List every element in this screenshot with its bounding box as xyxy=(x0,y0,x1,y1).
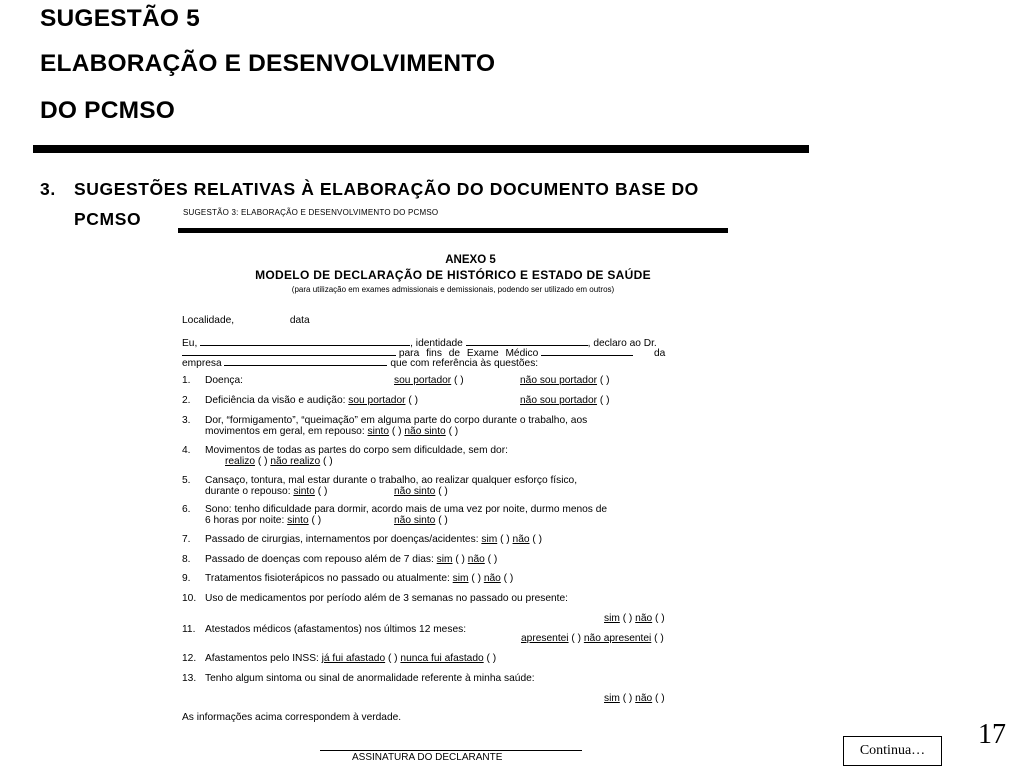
checkbox[interactable]: ( ) xyxy=(655,613,665,624)
data-label: data xyxy=(289,315,310,326)
option-realizo: realizo xyxy=(225,456,256,467)
slide-title-line-3: DO PCMSO xyxy=(40,97,175,124)
option-nunca-fui-afastado: nunca fui afastado xyxy=(400,653,484,664)
option-nao-sinto: não sinto xyxy=(394,515,436,526)
checkbox[interactable]: ( ) xyxy=(503,573,514,584)
question-10 xyxy=(182,593,568,604)
slide-title-line-2: ELABORAÇÃO E DESENVOLVIMENTO xyxy=(40,50,496,77)
checkbox[interactable]: ( ) xyxy=(391,426,402,437)
question-number: 10. xyxy=(182,593,197,604)
checkbox[interactable]: ( ) xyxy=(323,456,333,467)
question-text-cont: 6 horas por noite: xyxy=(205,515,285,526)
signature-label: ASSINATURA DO DECLARANTE xyxy=(352,752,503,763)
page-number: 17 xyxy=(978,719,1006,750)
checkbox[interactable]: ( ) xyxy=(454,375,464,386)
question-5 xyxy=(182,475,577,497)
question-number: 11. xyxy=(182,624,196,635)
question-number: 12. xyxy=(182,653,197,664)
section-number: 3. xyxy=(40,179,56,199)
question-2 xyxy=(182,395,610,406)
intro-identidade: , identidade xyxy=(410,338,463,349)
question-number: 3. xyxy=(182,415,191,426)
question-text: Doença: xyxy=(205,375,243,386)
intro-empresa: empresa xyxy=(182,358,222,369)
checkbox[interactable]: ( ) xyxy=(408,395,418,406)
document-header-rule xyxy=(178,228,728,233)
question-text: Cansaço, tontura, mal estar durante o trabalho, ao realizar qualquer esforço físico, xyxy=(205,475,578,486)
question-4 xyxy=(182,445,508,467)
name-blank[interactable] xyxy=(200,336,410,346)
option-nao: não xyxy=(483,573,501,584)
option-ja-fui-afastado: já fui afastado xyxy=(321,653,386,664)
section-continuation: PCMSO xyxy=(74,209,142,229)
question-7 xyxy=(182,534,542,545)
intro-fins: para fins de Exame Médico xyxy=(398,348,539,359)
question-11 xyxy=(182,624,466,635)
checkbox[interactable]: ( ) xyxy=(311,515,322,526)
localidade-label: Localidade, xyxy=(182,315,235,326)
question-number: 1. xyxy=(182,375,191,386)
question-text: Afastamentos pelo INSS: xyxy=(205,653,319,664)
section-text: SUGESTÕES RELATIVAS À ELABORAÇÃO DO DOCUMENTO BASE DO xyxy=(74,179,699,199)
localidade-row xyxy=(182,315,310,326)
option-nao-apresentei: não apresentei xyxy=(583,633,652,644)
checkbox[interactable]: ( ) xyxy=(486,653,497,664)
checkbox[interactable]: ( ) xyxy=(438,486,448,497)
checkbox[interactable]: ( ) xyxy=(599,395,610,406)
signature-line[interactable] xyxy=(320,750,582,751)
question-text: Dor, “formigamento”, “queimação” em alguma parte do corpo durante o trabalho, aos xyxy=(205,415,588,426)
checkbox[interactable]: ( ) xyxy=(438,515,448,526)
option-sou-portador: sou portador xyxy=(394,375,452,386)
question-1 xyxy=(182,375,610,386)
question-text: Passado de doenças com repouso além de 7 dias: xyxy=(205,554,434,565)
option-sim: sim xyxy=(452,573,469,584)
question-text-cont: movimentos em geral, em repouso: xyxy=(205,426,365,437)
intro-line-3 xyxy=(182,356,538,369)
checkbox[interactable]: ( ) xyxy=(599,375,610,386)
checkbox[interactable]: ( ) xyxy=(387,653,398,664)
option-apresentei: apresentei xyxy=(521,633,569,644)
intro-declaro: , declaro ao Dr. xyxy=(587,338,657,349)
option-sim: sim xyxy=(604,613,620,624)
question-13 xyxy=(182,673,535,684)
annex-title: MODELO DE DECLARAÇÃO DE HISTÓRICO E ESTADO DE SAÚDE xyxy=(255,268,651,282)
option-nao: não xyxy=(635,693,653,704)
question-text: Deficiência da visão e audição: xyxy=(205,395,346,406)
checkbox[interactable]: ( ) xyxy=(655,693,665,704)
document-header: SUGESTÃO 3: ELABORAÇÃO E DESENVOLVIMENTO DO PCMSO xyxy=(183,208,439,217)
option-nao-sou-portador: não sou portador xyxy=(520,375,598,386)
continua-button[interactable]: Continua… xyxy=(843,736,942,766)
checkbox[interactable]: ( ) xyxy=(571,633,582,644)
checkbox[interactable]: ( ) xyxy=(532,534,542,545)
checkbox[interactable]: ( ) xyxy=(654,633,664,644)
question-text: Passado de cirurgias, internamentos por doenças/acidentes: xyxy=(205,534,479,545)
closing-statement: As informações acima correspondem à verdade. xyxy=(182,712,402,723)
option-nao-sinto: não sinto xyxy=(394,486,436,497)
option-nao-sinto: não sinto xyxy=(404,426,446,437)
question-text: Atestados médicos (afastamentos) nos últimos 12 meses: xyxy=(205,624,467,635)
question-text: Tenho algum sintoma ou sinal de anormalidade referente à minha saúde: xyxy=(205,673,535,684)
checkbox[interactable]: ( ) xyxy=(622,693,633,704)
question-text: Tratamentos fisioterápicos no passado ou atualmente: xyxy=(205,573,450,584)
question-number: 5. xyxy=(182,475,191,486)
checkbox[interactable]: ( ) xyxy=(500,534,510,545)
intro-da: da xyxy=(653,348,666,359)
question-3 xyxy=(182,415,587,437)
option-sinto: sinto xyxy=(287,515,309,526)
question-text-cont: durante o repouso: xyxy=(205,486,291,497)
option-sim: sim xyxy=(604,693,620,704)
option-nao-sou-portador: não sou portador xyxy=(520,395,598,406)
question-10-options xyxy=(604,613,665,624)
title-divider xyxy=(33,145,809,153)
option-sou-portador: sou portador xyxy=(348,395,406,406)
option-nao: não xyxy=(635,613,653,624)
company-blank[interactable] xyxy=(224,356,387,366)
checkbox[interactable]: ( ) xyxy=(471,573,481,584)
checkbox[interactable]: ( ) xyxy=(317,486,328,497)
doctor-blank[interactable] xyxy=(182,346,396,356)
option-nao-realizo: não realizo xyxy=(270,456,321,467)
annex-number: ANEXO 5 xyxy=(445,254,496,266)
question-13-options xyxy=(604,693,665,704)
question-text: Uso de medicamentos por período além de 3 semanas no passado ou presente: xyxy=(205,593,569,604)
question-number: 4. xyxy=(182,445,191,456)
slide-title-line-1: SUGESTÃO 5 xyxy=(40,5,200,32)
declaration-form xyxy=(182,254,724,723)
annex-note: (para utilização em exames admissionais e demissionais, podendo ser utilizado em outros) xyxy=(291,285,615,294)
question-9 xyxy=(182,573,513,584)
question-8 xyxy=(182,554,497,565)
intro-ref: que com referência às questões: xyxy=(390,358,539,369)
exam-blank[interactable] xyxy=(541,346,633,356)
checkbox[interactable]: ( ) xyxy=(487,554,498,565)
question-text: Movimentos de todas as partes do corpo sem dificuldade, sem dor: xyxy=(205,445,508,456)
question-11-options xyxy=(521,633,664,644)
question-text: Sono: tenho dificuldade para dormir, acordo mais de uma vez por noite, durmo menos de xyxy=(205,504,608,515)
checkbox[interactable]: ( ) xyxy=(455,554,465,565)
checkbox[interactable]: ( ) xyxy=(448,426,459,437)
question-6 xyxy=(182,504,607,526)
identity-blank[interactable] xyxy=(466,336,588,346)
question-number: 6. xyxy=(182,504,191,515)
option-sim: sim xyxy=(481,534,498,545)
option-sinto: sinto xyxy=(293,486,315,497)
question-number: 13. xyxy=(182,673,197,684)
option-sinto: sinto xyxy=(367,426,390,437)
option-sim: sim xyxy=(436,554,453,565)
question-number: 9. xyxy=(182,573,191,584)
checkbox[interactable]: ( ) xyxy=(257,456,268,467)
question-number: 8. xyxy=(182,554,191,565)
option-nao: não xyxy=(512,534,530,545)
checkbox[interactable]: ( ) xyxy=(622,613,633,624)
question-number: 7. xyxy=(182,534,191,545)
question-12 xyxy=(182,653,496,664)
intro-eu: Eu, xyxy=(182,338,198,349)
option-nao: não xyxy=(467,554,485,565)
question-number: 2. xyxy=(182,395,191,406)
